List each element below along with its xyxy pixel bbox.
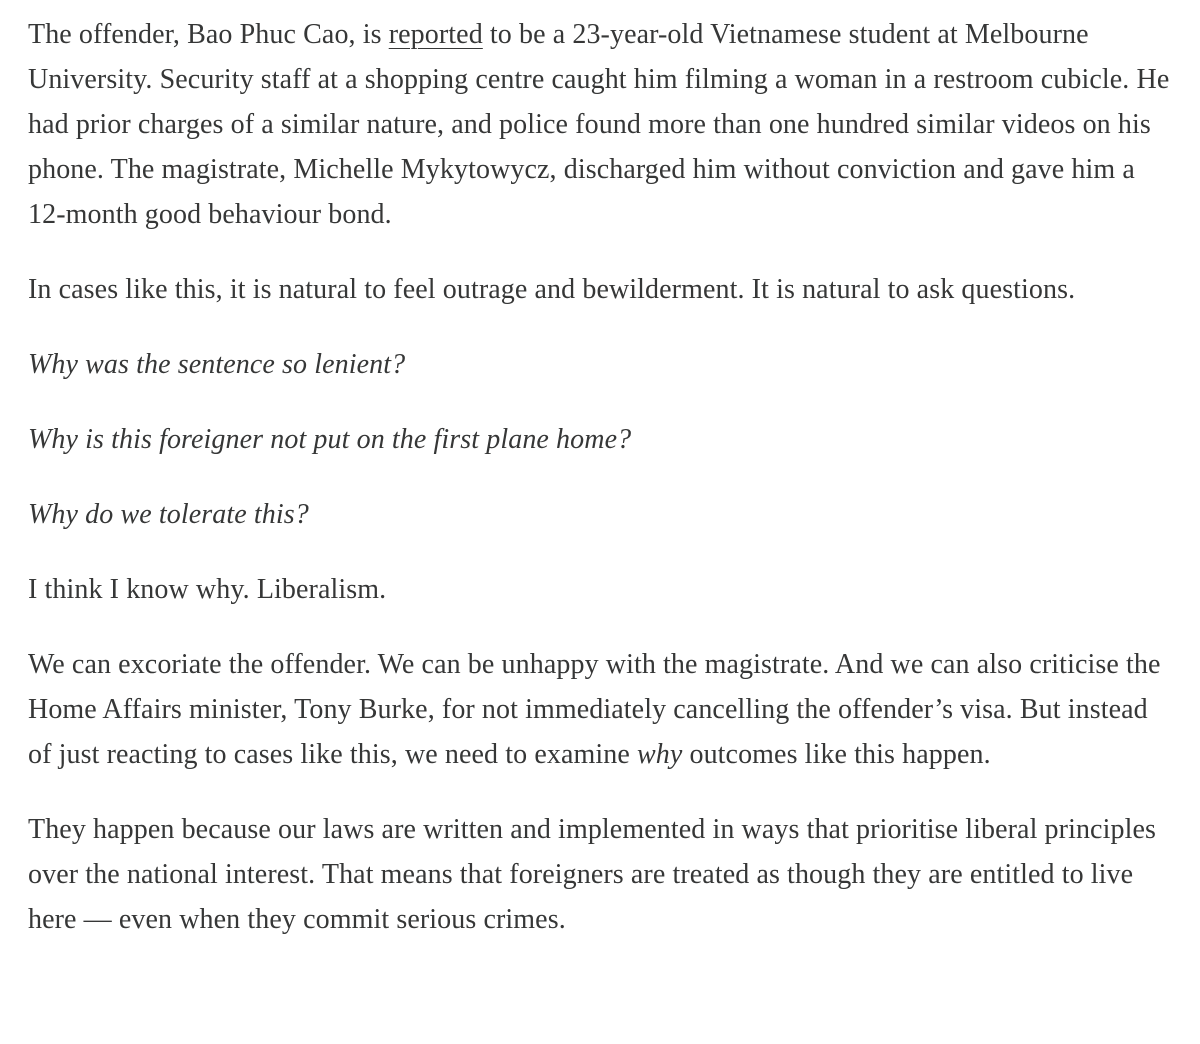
paragraph-excoriate-text: We can excoriate the offender. We can be unhappy with the magistrate. And we can also criticise the Home Affairs minister, Tony Burke, for not immediately cancelling the offender’s visa. But instead of just reacting to cases like this, we need to examine xyxy=(28,649,1161,770)
paragraph-offender-rest: to be a 23-year-old Vietnamese student at Melbourne University. Security staff at a shopping centre caught him filming a woman in a restroom cubicle. He had prior charges of a similar nature, and police found more than one hundred similar videos on his phone. The magistrate, Michelle Mykytowycz, discharged him without conviction and gave him a 12-month good behaviour bond. xyxy=(28,19,1170,230)
reported-link[interactable]: reported xyxy=(388,19,483,50)
question-foreigner: Why is this foreigner not put on the first plane home? xyxy=(28,424,632,455)
emphasis-why: why xyxy=(636,739,683,770)
paragraph-excoriate-end: outcomes like this happen. xyxy=(682,739,991,770)
question-lenient: Why was the sentence so lenient? xyxy=(28,349,406,380)
paragraph-offender-intro: The offender, Bao Phuc Cao, is xyxy=(28,19,389,50)
paragraph-excoriate xyxy=(28,642,1178,777)
question-tolerate: Why do we tolerate this? xyxy=(28,499,309,530)
paragraph-liberalism: I think I know why. Liberalism. xyxy=(28,574,387,605)
paragraph-outrage: In cases like this, it is natural to feel outrage and bewilderment. It is natural to ask questions. xyxy=(28,274,1076,305)
paragraph-offender xyxy=(28,12,1178,237)
paragraph-laws: They happen because our laws are written and implemented in ways that prioritise liberal principles over the national interest. That means that foreigners are treated as though they are entitled to live here — even when they commit serious crimes. xyxy=(28,814,1156,935)
article-body xyxy=(28,12,1178,972)
